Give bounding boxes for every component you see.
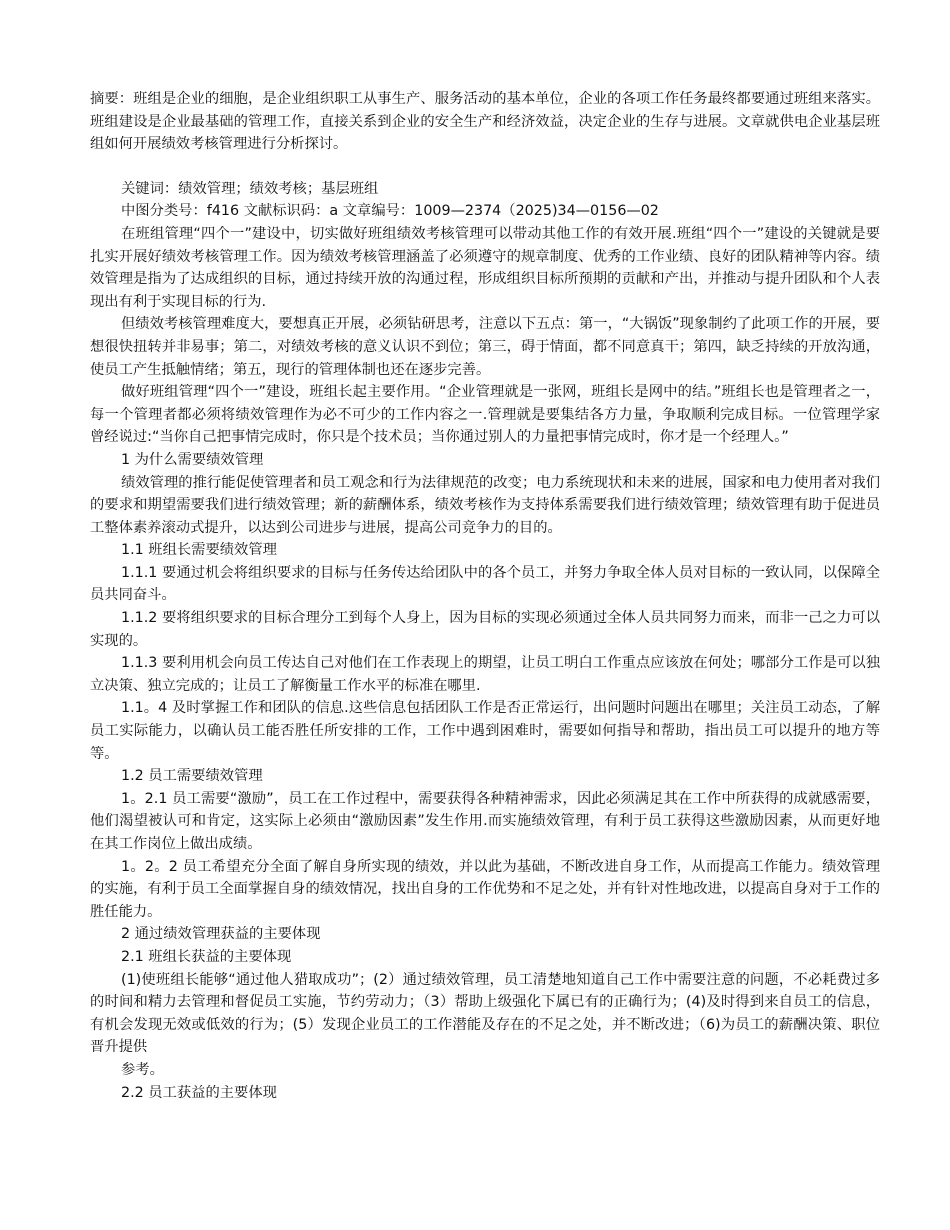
classification-info: 中图分类号：f416 文献标识码：a 文章编号：1009—2374（2025)34—0156—02: [121, 203, 659, 220]
body-paragraph: 1.1.3 要利用机会向员工传达自己对他们在工作表现上的期望，让员工明白工作重点应该放在何处；哪部分工作是可以独立决策、独立完成的；让员工了解衡量工作水平的标准在哪里.: [90, 655, 880, 694]
section-heading: 2 通过绩效管理获益的主要体现: [121, 926, 321, 943]
body-paragraph: 1.1.1 要通过机会将组织要求的目标与任务传达给团队中的各个员工，并努力争取全体人员对目标的一致认同，以保障全员共同奋斗。: [90, 564, 880, 604]
keywords: 关键词：绩效管理；绩效考核；基层班组: [121, 180, 379, 197]
body-paragraph: 1。2.1 员工需要“激励”，员工在工作过程中，需要获得各种精神需求，因此必须满足其在工作中所获得的成就感需要，他们渴望被认可和肯定，这实际上必须由“激励因素”发生作用.而实施绩效管理，有利于员工获得这些激励因素，从而更好地在其工作岗位上做出成绩。: [90, 790, 880, 852]
subsection-heading: 1.2 员工需要绩效管理: [121, 768, 263, 785]
subsection-heading: 2.2 员工获益的主要体现: [121, 1084, 277, 1101]
subsection-heading: 1.1 班组长需要绩效管理: [121, 542, 277, 559]
body-paragraph: 1。2。2 员工希望充分全面了解自身所实现的绩效，并以此为基础，不断改进自身工作，从而提高工作能力。绩效管理的实施，有利于员工全面掌握自身的绩效情况，找出自身的工作优势和不足之处，并有针对性地改进，以提高自身对于工作的胜任能力。: [90, 858, 880, 920]
body-paragraph: (1)使班组长能够“通过他人猎取成功”；(2）通过绩效管理，员工清楚地知道自己工作中需要注意的问题，不必耗费过多的时间和精力去管理和督促员工实施，节约劳动力；（3）帮助上级强化下属已有的正确行为；(4)及时得到来自员工的信息，有机会发现无效或低效的行为；(5）发现企业员工的工作潜能及存在的不足之处，并不断改进；（6)为员工的薪酬决策、职位晋升提供: [90, 971, 880, 1056]
body-paragraph: 1.1。4 及时掌握工作和团队的信息.这些信息包括团队工作是否正常运行，出问题时问题出在哪里；关注员工动态，了解员工实际能力，以确认员工能否胜任所安排的工作，工作中遇到困难时，需要如何指导和帮助，指出员工可以提升的地方等等。: [90, 700, 880, 762]
body-paragraph: 做好班组管理“四个一”建设，班组长起主要作用。“企业管理就是一张网，班组长是网中的结。”班组长也是管理者之一，每一个管理者都必须将绩效管理作为必不可少的工作内容之一.管理就是要集结各方力量，争取顺利完成目标。一位管理学家曾经说过:“当你自己把事情完成时，你只是个技术员；当你通过别人的力量把事情完成时，你才是一个经理人。”: [90, 384, 880, 446]
body-paragraph: 1.1.2 要将组织要求的目标合理分工到每个人身上，因为目标的实现必须通过全体人员共同努力而来，而非一己之力可以实现的。: [90, 610, 880, 649]
body-paragraph: 但绩效考核管理难度大，要想真正开展，必须钻研思考，注意以下五点：第一，“大锅饭”现象制约了此项工作的开展，要想很快扭转并非易事；第二，对绩效考核的意义认识不到位；第三，碍于情面，都不同意真干；第四，缺乏持续的开放沟通，使员工产生抵触情绪；第五，现行的管理体制也还在逐步完善。: [90, 316, 880, 378]
body-paragraph: 绩效管理的推行能促使管理者和员工观念和行为法律规范的改变；电力系统现状和未来的进展，国家和电力使用者对我们的要求和期望需要我们进行绩效管理；新的薪酬体系，绩效考核作为支持体系需要我们进行绩效管理；绩效管理有助于促进员工整体素养滚动式提升，以达到公司进步与进展，提高公司竞争力的目的。: [90, 474, 880, 536]
body-paragraph: 参考。: [121, 1061, 164, 1078]
abstract: 摘要：班组是企业的细胞，是企业组织职工从事生产、服务活动的基本单位，企业的各项工作任务最终都要通过班组来落实。班组建设是企业最基础的管理工作，直接关系到企业的安全生产和经济效益，决定企业的生存与进展。文章就供电企业基层班组如何开展绩效考核管理进行分析探讨。: [90, 91, 880, 153]
body-paragraph: 在班组管理“四个一”建设中，切实做好班组绩效考核管理可以带动其他工作的有效开展.班组“四个一”建设的关键就是要扎实开展好绩效考核管理工作。因为绩效考核管理涵盖了必须遵守的规章制度、优秀的工作业绩、良好的团队精神等内容。绩效管理是指为了达成组织的目标，通过持续开放的沟通过程，形成组织目标所预期的贡献和产出，并推动与提升团队和个人表现出有利于实现目标的行为.: [90, 225, 880, 310]
section-heading: 1 为什么需要绩效管理: [121, 451, 264, 468]
subsection-heading: 2.1 班组长获益的主要体现: [121, 948, 292, 965]
